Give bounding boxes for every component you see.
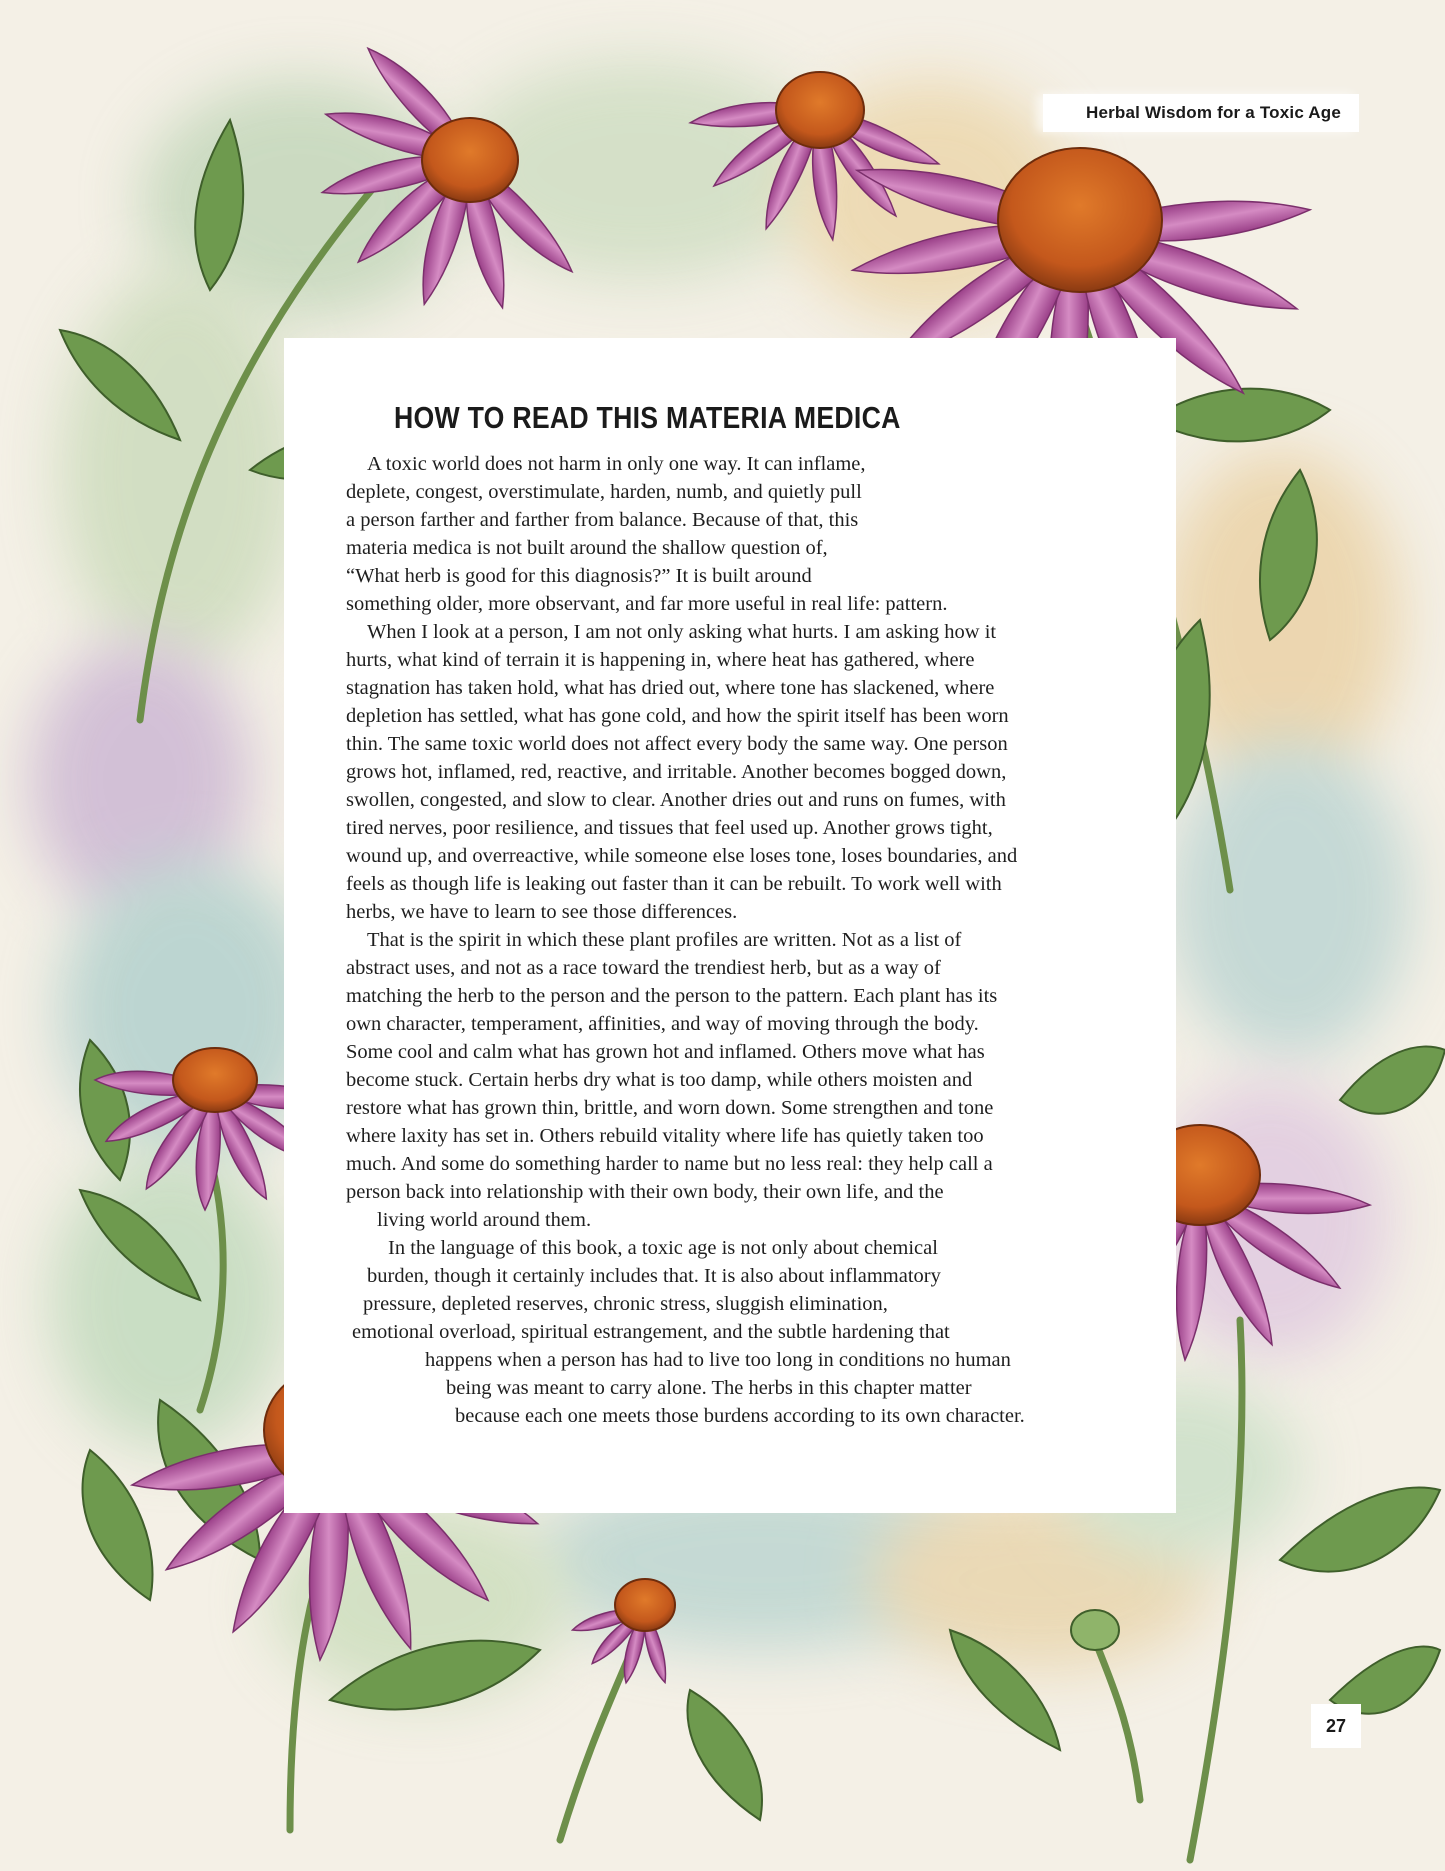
text-line: become stuck. Certain herbs dry what is too damp, while others moisten and [346, 1069, 973, 1091]
text-line: Some cool and calm what has grown hot and inflamed. Others move what has [346, 1041, 985, 1063]
text-line: something older, more observant, and far more useful in real life: pattern. [346, 593, 948, 615]
text-line: own character, temperament, affinities, and way of moving through the body. [346, 1013, 979, 1035]
text-line: living world around them. [377, 1209, 592, 1231]
text-line: happens when a person has had to live too long in conditions no human [425, 1349, 1011, 1371]
text-line: pressure, depleted reserves, chronic stress, sluggish elimination, [363, 1293, 888, 1315]
text-line: deplete, congest, overstimulate, harden, numb, and quietly pull [346, 481, 862, 503]
text-line: That is the spirit in which these plant profiles are written. Not as a list of [367, 929, 962, 951]
green-bud [1071, 1610, 1119, 1650]
text-line: hurts, what kind of terrain it is happening in, where heat has gathered, where [346, 649, 975, 671]
text-line: emotional overload, spiritual estrangement, and the subtle hardening that [352, 1321, 950, 1343]
text-line: stagnation has taken hold, what has dried out, where tone has slackened, where [346, 677, 995, 699]
text-line: grows hot, inflamed, red, reactive, and irritable. Another becomes bogged down, [346, 761, 1007, 783]
text-line: person back into relationship with their own body, their own life, and the [346, 1181, 944, 1203]
text-line: “What herb is good for this diagnosis?” It is built around [346, 565, 812, 587]
text-line: burden, though it certainly includes that. It is also about inflammatory [367, 1265, 941, 1287]
text-line: matching the herb to the person and the person to the pattern. Each plant has its [346, 985, 998, 1007]
text-line: materia medica is not built around the shallow question of, [346, 537, 828, 559]
text-line: tired nerves, poor resilience, and tissues that feel used up. Another grows tight, [346, 817, 993, 839]
page-title: HOW TO READ THIS MATERIA MEDICA [394, 400, 901, 435]
running-header-title: Herbal Wisdom for a Toxic Age [1085, 103, 1341, 122]
text-line: depletion has settled, what has gone cold, and how the spirit itself has been worn [346, 705, 1009, 727]
text-line: a person farther and farther from balance. Because of that, this [346, 509, 859, 531]
text-line: where laxity has set in. Others rebuild vitality where life has quietly taken too [346, 1125, 984, 1147]
text-line: being was meant to carry alone. The herbs in this chapter matter [446, 1377, 972, 1399]
text-line: feels as though life is leaking out faster than it can be rebuilt. To work well with [346, 873, 1002, 895]
text-line: much. And some do something harder to name but no less real: they help call a [346, 1153, 993, 1175]
text-line: abstract uses, and not as a race toward the trendiest herb, but as a way of [346, 957, 941, 979]
text-line: swollen, congested, and slow to clear. Another dries out and runs on fumes, with [346, 789, 1006, 811]
page-number: 27 [1311, 1704, 1361, 1748]
text-line: When I look at a person, I am not only asking what hurts. I am asking how it [367, 621, 997, 643]
text-line: thin. The same toxic world does not affect every body the same way. One person [346, 733, 1008, 755]
text-line: restore what has grown thin, brittle, and worn down. Some strengthen and tone [346, 1097, 994, 1119]
text-line: herbs, we have to learn to see those differences. [346, 901, 738, 923]
text-line: wound up, and overreactive, while someone else loses tone, loses boundaries, and [346, 845, 1018, 867]
text-line: because each one meets those burdens according to its own character. [455, 1405, 1025, 1427]
running-header [1043, 94, 1359, 132]
text-line: In the language of this book, a toxic age is not only about chemical [388, 1237, 938, 1259]
text-line: A toxic world does not harm in only one way. It can inflame, [367, 453, 866, 475]
